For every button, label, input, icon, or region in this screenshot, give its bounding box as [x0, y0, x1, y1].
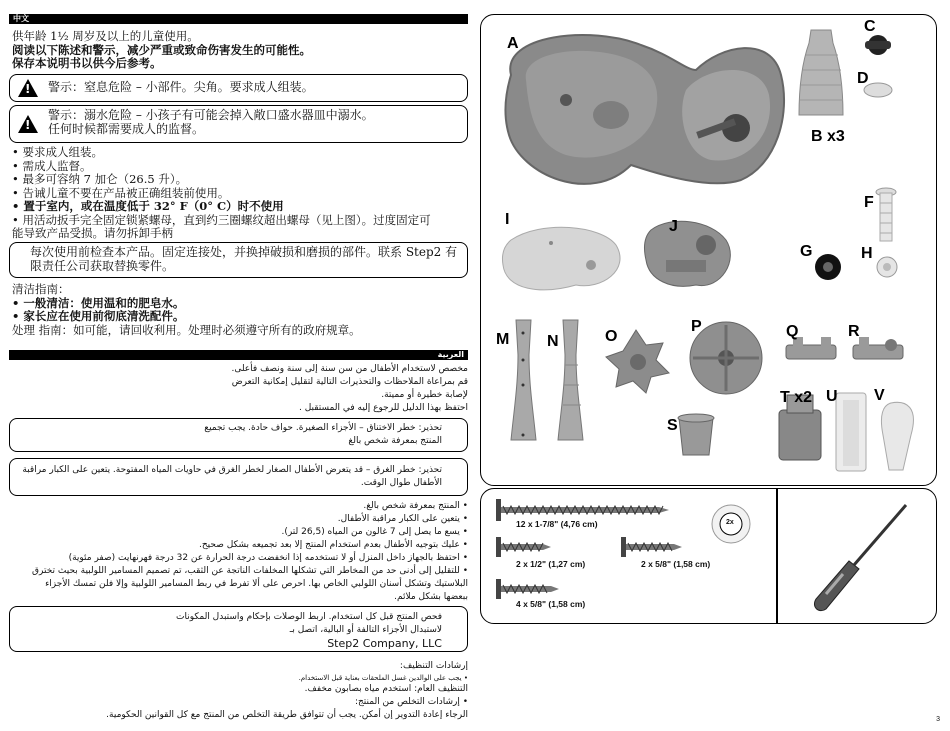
part-label-d: D [857, 70, 869, 87]
warning-triangle-icon [18, 115, 38, 133]
zh-drowning-warning-text: 警示：溺水危险 – 小孩子有可能会掉入敞口盛水器皿中溺水。 [48, 108, 374, 122]
part-label-u: U [826, 388, 838, 405]
screw-short-b-label: 2 x 5/8" (1,58 cm) [641, 559, 711, 569]
part-b-leg-image [799, 30, 843, 115]
part-label-s: S [667, 417, 678, 434]
washer-count: 2x [726, 519, 734, 526]
warning-triangle-icon [18, 79, 38, 97]
screw-long-label: 12 x 1-7/8" (4,76 cm) [516, 519, 598, 529]
part-label-q: Q [786, 323, 799, 340]
ar-drowning-warning-text: تحذير: خطر الغرق – قد يتعرض الأطفال الصغار لخطر الغرق في حاويات المياه المفتوحة. يتعين على الكبار مراقبة [22, 465, 442, 475]
zh-cleaning-line: • 一般清洁：使用温和的肥皂水。 [12, 295, 185, 310]
part-j-water-wheel-housing-image [644, 221, 730, 286]
part-label-h: H [861, 245, 873, 262]
zh-intro [12, 30, 468, 71]
part-label-v: V [874, 387, 885, 404]
ar-bullet: • عليك بتوجيه الأطفال بعدم استخدام المنتج إلا بعد تجميعه بشكل صحيح. [199, 540, 468, 550]
ar-drowning-warning-text: الأطفال طوال الوقت. [360, 478, 442, 488]
ar-bullet: • احتفظ بالجهاز داخل المنزل أو لا تستخدمه إذا انخفضت درجة الحرارة عن 32 درجة فهرنهايت (صفر مئوية) [68, 553, 468, 563]
ar-cleaning-line: التنظيف العام: استخدم مياه بصابون مخفف. [304, 684, 468, 694]
zh-drowning-warning-text: 任何时候都需要成人的监督。 [48, 121, 205, 136]
part-u-channel-image [836, 393, 866, 471]
ar-drowning-warning [9, 458, 468, 496]
part-label-m: M [496, 331, 510, 348]
zh-intro-line: 阅读以下陈述和警示，减少严重或致命伤害发生的可能性。 [12, 42, 311, 57]
zh-section-bar [9, 14, 468, 24]
ar-inspection-text: فحص المنتج قبل كل استخدام. اربط الوصلات بإحكام واستبدل المكونات [176, 612, 442, 622]
zh-section-tab: 中文 [13, 14, 29, 23]
screw-medium-label: 4 x 5/8" (1,58 cm) [516, 599, 586, 609]
zh-bullet: • 置于室内，或在温度低于 32° F（0° C）时不使用 [12, 199, 284, 213]
page-number: 3 [936, 716, 940, 723]
zh-choking-warning [9, 74, 468, 102]
part-label-f: F [864, 194, 874, 211]
ar-company-name: Step2 Company, LLC [327, 637, 442, 650]
part-label-r: R [848, 323, 860, 340]
zh-inspection-text: 每次使用前检查本产品。固定连接处，并换掉破损和磨损的部件。联系 Step2 有 [30, 245, 458, 259]
ar-bullet: • المنتج بمعرفة شخص بالغ. [363, 501, 468, 511]
zh-cleaning-line: • 家长应在使用前彻底清洗配件。 [12, 309, 185, 323]
ar-intro-line: احتفظ بهذا الدليل للرجوع إليه في المستقبل . [298, 403, 468, 413]
part-m-leg-image [511, 320, 536, 440]
part-label-c: C [864, 18, 876, 35]
zh-bullet: 能导致产品受损。请勿拆卸手柄 [12, 226, 173, 240]
part-label-p: P [691, 318, 702, 335]
ar-intro-line: قم بمراعاة الملاحظات والتحذيرات التالية لتقليل إمكانية التعرض [231, 377, 468, 387]
ar-bullet: ببعضها بشكل ملائم. [394, 592, 468, 602]
ar-bullet: • يتعين على الكبار مراقبة الأطفال. [337, 514, 468, 524]
part-label-n: N [547, 333, 559, 350]
ar-cleaning [12, 660, 468, 722]
ar-cleaning-line: • يجب على الوالدين غسل الملحقات بعناية قبل الاستخدام. [298, 674, 468, 682]
zh-bullet: • 告诫儿童不要在产品被正确组装前使用。 [12, 185, 230, 200]
ar-cleaning-line: الرجاء إعادة التدوير إن أمكن. يجب أن تتوافق طريقة التخلص من المنتج مع كل القوانين الحكومية. [106, 710, 468, 720]
zh-inspection-box [9, 242, 468, 278]
ar-bullet: • يسع ما يصل إلى 7 غالون من المياه (26,5 لتر). [281, 527, 468, 537]
ar-inspection-text: لاستبدال الأجزاء التالفة أو البالية، اتصل بـ [289, 625, 442, 635]
part-label-j: J [669, 218, 678, 235]
parts-panel [480, 14, 937, 486]
ar-intro-line: مخصص لاستخدام الأطفال من سن سنة إلى سنة ونصف فأعلى. [231, 364, 468, 374]
screw-short-b-image [621, 537, 682, 557]
part-label-b: B x3 [811, 128, 845, 145]
ar-choking-warning-text: تحذير: خطر الاختناق – الأجزاء الصغيرة. حواف حادة. يجب تجميع [204, 423, 442, 433]
ar-choking-warning-text: المنتج بمعرفة شخص بالغ [348, 436, 442, 446]
zh-cleaning [12, 283, 468, 337]
part-label-o: O [605, 328, 618, 345]
ar-bullet: البلاستيك وتشكل أسنان اللولبي الخاص بها. احرص على ألا تفرط في ربط المسامير اللولبية وإلا فلن تمسك الأجزاء [45, 579, 468, 589]
screw-long-image [496, 499, 669, 521]
ar-choking-warning [9, 418, 468, 452]
zh-cleaning-line: 清洁指南： [12, 282, 70, 296]
zh-drowning-warning [9, 105, 468, 143]
zh-bullet: • 最多可容纳 7 加仑（26.5 升）。 [12, 172, 188, 186]
screw-short-a-image [496, 537, 551, 557]
part-n-leg-image [558, 320, 583, 440]
zh-bullet: • 需成人监督。 [12, 158, 92, 173]
screw-medium-image [496, 579, 559, 599]
zh-intro-line: 保存本说明书以供今后参考。 [12, 56, 162, 70]
ar-inspection-box [9, 606, 468, 652]
zh-inspection-text: 限责任公司获取替换零件。 [30, 258, 175, 273]
zh-bullet: • 要求成人组装。 [12, 145, 103, 159]
part-g-washer-image [815, 254, 841, 280]
zh-choking-warning-text: 警示：窒息危险 – 小部件。尖角。要求成人组装。 [48, 80, 314, 94]
zh-intro-line: 供年龄 1½ 周岁及以上的儿童使用。 [12, 29, 199, 43]
ar-intro-line: لإصابة خطيرة أو مميتة. [381, 390, 468, 400]
ar-cleaning-line: إرشادات التنظيف: [399, 661, 468, 671]
zh-bullet-list [12, 146, 468, 241]
ar-bullet: • للتقليل إلى أدنى حد من المخاطر التي تشكلها المخلفات الناتجة عن الثقب، تم تصميم المسامير اللولبية بحيث تخترق [32, 566, 468, 576]
ar-section-tab: العربية [437, 350, 464, 359]
part-i-lid-image [502, 227, 620, 290]
part-h-nut-image [877, 257, 897, 277]
part-s-cup-image [678, 414, 714, 455]
part-label-t: T x2 [780, 389, 813, 406]
ar-cleaning-line: • إرشادات التخلص من المنتج: [354, 697, 468, 707]
part-label-i: I [505, 211, 510, 228]
screwdriver-image [814, 505, 906, 611]
part-label-a: A [507, 35, 519, 52]
part-v-paddle-image [881, 402, 913, 470]
part-r-connector-image [853, 337, 903, 359]
hardware-panel [480, 488, 937, 624]
ar-intro [12, 363, 468, 415]
part-a-basin-image [505, 35, 784, 184]
ar-bullet-list [12, 500, 468, 604]
zh-bullet: • 用活动扳手完全固定锁紧螺母，直到约三圈螺纹超出螺母（见上图）。过度固定可 [12, 212, 431, 227]
screw-short-a-label: 2 x 1/2" (1,27 cm) [516, 559, 586, 569]
ar-section-bar [9, 350, 468, 360]
part-f-bolt-image [876, 188, 896, 241]
part-label-g: G [800, 243, 813, 260]
part-c-cap-image [865, 35, 891, 55]
zh-cleaning-line: 处理 指南：如可能，请回收利用。处理时必须遵守所有的政府规章。 [12, 322, 361, 337]
